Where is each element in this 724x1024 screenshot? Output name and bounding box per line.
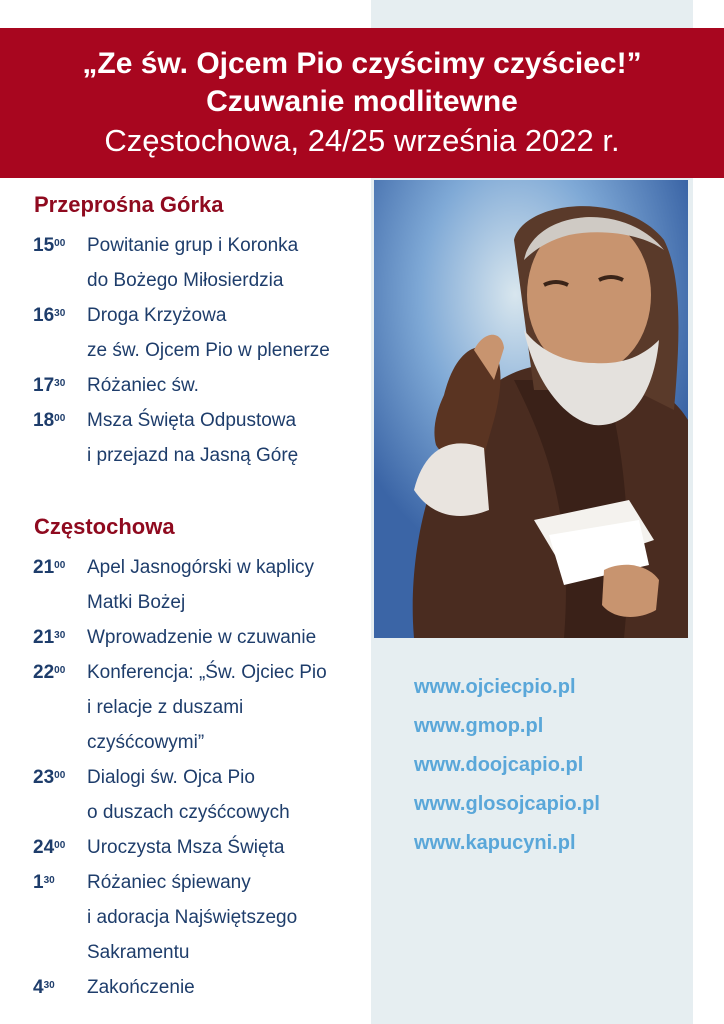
event-description [87, 368, 387, 403]
event-time [33, 626, 87, 650]
event-description [87, 970, 387, 1005]
event-hour: 21 [33, 557, 55, 578]
event-description [87, 655, 387, 760]
event-hour: 4 [33, 977, 44, 998]
event-line: i adoracja Najświętszego [87, 907, 298, 928]
event-description [87, 760, 387, 830]
place-date: Częstochowa, 24/25 września 2022 r. [104, 123, 620, 158]
event-line: o duszach czyśćcowych [87, 802, 290, 823]
event-minutes: 30 [43, 875, 55, 886]
event-minutes: 30 [54, 308, 66, 319]
link-gmop[interactable]: www.gmop.pl [414, 715, 544, 737]
event-line: do Bożego Miłosierdzia [87, 270, 284, 291]
event-time [33, 304, 87, 328]
event-minutes: 00 [54, 840, 66, 851]
event-line: i przejazd na Jasną Górę [87, 445, 299, 466]
event-hour: 1 [33, 872, 44, 893]
event-line: Msza Święta Odpustowa [87, 410, 297, 431]
event-line: Matki Bożej [87, 592, 186, 613]
header-banner [0, 28, 724, 178]
link-doojcapio[interactable]: www.doojcapio.pl [414, 754, 584, 776]
event-description [87, 865, 387, 970]
event-line: Sakramentu [87, 942, 190, 963]
event-hour: 16 [33, 305, 55, 326]
event-time [33, 766, 87, 790]
event-time [33, 836, 87, 860]
event-line: Konferencja: „Św. Ojciec Pio [87, 662, 327, 683]
event-time [33, 234, 87, 258]
event-time [33, 374, 87, 398]
event-hour: 23 [33, 767, 55, 788]
event-line: Powitanie grup i Koronka [87, 235, 299, 256]
event-minutes: 00 [54, 413, 66, 424]
event-line: i relacje z duszami [87, 697, 244, 718]
event-line: Wprowadzenie w czuwanie [87, 627, 317, 648]
event-hour: 21 [33, 627, 55, 648]
event-description [87, 298, 387, 368]
event-line: Uroczysta Msza Święta [87, 837, 285, 858]
section-title: Częstochowa [34, 514, 175, 539]
page-title: „Ze św. Ojcem Pio czyścimy czyściec!” [82, 47, 642, 80]
event-hour: 17 [33, 375, 55, 396]
event-hour: 24 [33, 837, 55, 858]
link-glosojcapio[interactable]: www.glosojcapio.pl [414, 793, 600, 815]
portrait-image [374, 180, 688, 638]
link-kapucyni[interactable]: www.kapucyni.pl [414, 832, 576, 854]
links-list [414, 668, 600, 863]
event-line: Droga Krzyżowa [87, 305, 227, 326]
event-minutes: 00 [54, 560, 66, 571]
event-hour: 15 [33, 235, 55, 256]
event-hour: 22 [33, 662, 55, 683]
event-line: Zakończenie [87, 977, 195, 998]
event-minutes: 00 [54, 665, 66, 676]
event-time [33, 871, 87, 895]
event-minutes: 00 [54, 238, 66, 249]
event-minutes: 30 [54, 630, 66, 641]
event-line: Różaniec św. [87, 375, 199, 396]
event-time [33, 556, 87, 580]
event-time [33, 661, 87, 685]
event-line: czyśćcowymi” [87, 732, 205, 753]
page-subtitle: Czuwanie modlitewne [206, 85, 518, 118]
event-description [87, 550, 387, 620]
event-minutes: 30 [43, 980, 55, 991]
event-minutes: 00 [54, 770, 66, 781]
event-description [87, 403, 387, 473]
event-time [33, 976, 87, 1000]
event-hour: 18 [33, 410, 55, 431]
event-time [33, 409, 87, 433]
section-title: Przeprośna Górka [34, 192, 224, 217]
portrait-illustration [374, 180, 688, 638]
event-minutes: 30 [54, 378, 66, 389]
link-ojciecpio[interactable]: www.ojciecpio.pl [414, 676, 576, 698]
event-description [87, 620, 387, 655]
event-line: Apel Jasnogórski w kaplicy [87, 557, 315, 578]
event-description [87, 228, 387, 298]
event-line: ze św. Ojcem Pio w plenerze [87, 340, 330, 361]
event-line: Różaniec śpiewany [87, 872, 251, 893]
event-description [87, 830, 387, 865]
event-line: Dialogi św. Ojca Pio [87, 767, 255, 788]
